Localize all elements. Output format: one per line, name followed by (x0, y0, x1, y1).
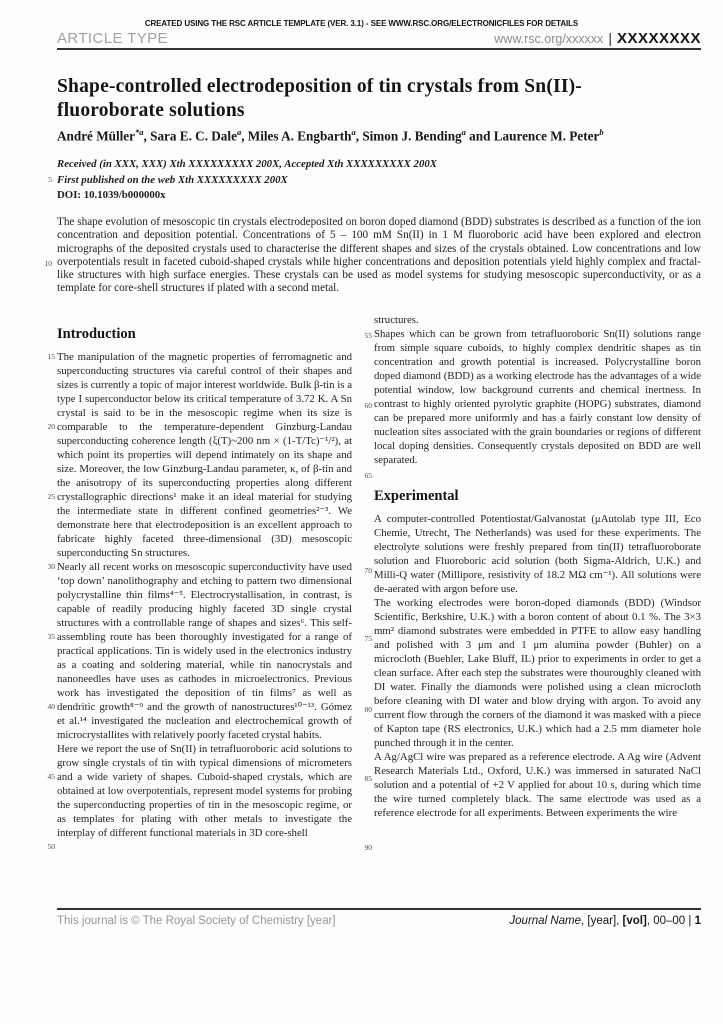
received-block (57, 157, 577, 204)
line-number: 65 (364, 471, 372, 480)
footer-citation-segment: 1 (694, 915, 701, 927)
line-number: 75 (364, 634, 372, 643)
line-number: 20 (47, 422, 55, 431)
line-number: 15 (47, 352, 55, 361)
paragraph: Shapes which can be grown from tetrafluoroboric Sn(II) solutions range from simple square cuboids, to highly complex dendritic shapes as tin concentration and growth potential is increased. Polycrystalline boron doped diamond (BDD) as a working electrode has the advantages of a wide potential window, low background currents and chemical inertness. In contrast to highly oriented pyrolytic graphite (HOPG) substrates, diamond can be prepared more uniformly and has a fairly constant low density of nucleation sites associated with the grain boundaries or regions of different local doping densities. Consequently crystals deposited on BDD are well separated. (374, 328, 701, 466)
line-number: 90 (364, 843, 372, 852)
author-affiliation-mark: a (461, 127, 466, 137)
author-line (57, 127, 701, 144)
published-line: First published on the web Xth XXXXXXXXX 200X (57, 173, 288, 186)
author-affiliation-mark: a (351, 127, 356, 137)
line-number: 60 (364, 401, 372, 410)
footer-rule (57, 908, 701, 910)
line-number: 80 (364, 705, 372, 714)
line-number: 25 (47, 492, 55, 501)
paragraph: A computer-controlled Potentiostat/Galvanostat (μAutolab type III, Eco Chemie, Utrecht, The Netherlands) was used for these experiments. The electrolyte solutions were freshly prepared from tin(II) tetrafluoroborate solution and Fluoroboric acid solution (both Sigma-Aldrich, U.K.) and Milli-Q water (Millipore, resistivity of 18.2 MΩ cm⁻¹). All solutions were de-aerated with argon before use. (374, 513, 701, 595)
footer-citation (509, 915, 701, 927)
masthead-divider: | (608, 30, 612, 46)
line-number: 45 (47, 772, 55, 781)
line-number: 5 (48, 175, 52, 184)
footer-citation-segment: | (685, 915, 695, 927)
paragraph: structures. (374, 314, 419, 326)
masthead (57, 30, 701, 48)
received-line: Received (in XXX, XXX) Xth XXXXXXXXX 200X, Accepted Xth XXXXXXXXX 200X (57, 158, 437, 170)
journal-code: XXXXXXXX (616, 30, 701, 47)
line-number: 35 (47, 632, 55, 641)
paragraph: The manipulation of the magnetic properties of ferromagnetic and superconducting structures via careful control of their shapes and sizes is currently a topic of major interest worldwide. Bulk β-tin is a type I superconductor below its critical temperature of 3.72 K. A Sn crystal is said to be in the mesoscopic regime when its size is comparable to the temperature-dependent Ginzburg-Landau superconducting coherence length (ξ(T)~200 nm × (1-T/Tc)⁻¹/²), at which point its properties will depend intimately on its shape and size. Moreover, the low Ginzburg-Landau parameter, κ, of β-tin and the anisotropy of its superconducting properties along different crystallographic directions¹ make it an ideal material for studying the intermediate state in different confined geometries²⁻³. We demonstrate here that electrodeposition is an excellent approach to fabricate highly faceted three-dimensional (3D) mesoscopic superconducting Sn structures. (57, 351, 352, 559)
line-number: 10 (44, 259, 52, 268)
line-number: 70 (364, 566, 372, 575)
paragraph: Nearly all recent works on mesoscopic superconductivity have used ‘top down’ nanolithography and etching to pattern two dimensional polycrystalline thin films⁴⁻⁵. Electrocrystallisation, in contrast, is capable of readily producing highly faceted 3D single crystal structures with a controllable range of shapes and sizes⁶. This self-assembling route has been thoroughly investigated for a range of practical applications. Tin is widely used in the electronics industry as a coating and soldering material, while tin nanocrystals and nanoneedles have uses as cathodes in microelectronics. Previous work has investigated the deposition of tin films⁷ as well as dendritic growth⁸⁻⁹ and the growth of nanostructures¹⁰⁻¹³. Gómez et al.¹⁴ investigated the nucleation and electrochemical growth of microcrystallites with relatively poorly faceted crystal habits. (57, 561, 352, 741)
paragraph: Here we report the use of Sn(II) in tetrafluoroboric acid solutions to grow single crystals of tin with typical dimensions of micrometers and a wide variety of shapes. Cuboid-shaped crystals, which are obtained at low overpotentials, represent model systems for probing the superconducting properties of tin in the mesoscopic regime, or as templates for plating with other metals to investigate the interplay of different functional materials in 3D core-shell (57, 743, 352, 839)
article-type-label: ARTICLE TYPE (57, 30, 168, 47)
author-affiliation-mark: *a (135, 127, 144, 137)
line-number: 55 (364, 331, 372, 340)
section-heading: Introduction (57, 326, 136, 342)
author-name: and Laurence M. Peter (465, 128, 600, 144)
article-body (47, 313, 701, 852)
paragraph: A Ag/AgCl wire was prepared as a reference electrode. A Ag wire (Advent Research Materials Ltd., Oxford, U.K.) was immersed in saturated NaCl solution and a potential of +2 V applied for about 10 s, during which time the wire turned completely black. The same electrode was used as a reference electrode for all experiments. Between experiments the wire (374, 751, 701, 819)
footer-citation-segment: Journal Name (509, 915, 581, 927)
line-number: 40 (47, 702, 55, 711)
author-name: André Müller (57, 128, 136, 144)
header-rule (57, 48, 701, 50)
abstract-text: The shape evolution of mesoscopic tin crystals electrodeposited on boron doped diamond (BDD) substrates is described as a function of the ion concentration and deposition potential. Concentrations of 5 – 100 mM Sn(II) in 1 M fluoroboric acid have been explored and electron micrographs of the deposited crystals used to characterise the different shapes and sizes of the crystals obtained. Low concentrations and low overpotentials result in faceted cuboid-shaped crystals while higher concentrations and deposition potentials yield highly complex and fractal-like structures with high surface energies. These crystals can be used as model systems for studying mesoscopic superconductivity, or as a template for core-shell structures if plated with a second metal. (57, 216, 701, 295)
author-name: , Miles A. Engbarth (241, 128, 352, 144)
right-column (364, 313, 701, 852)
footer-citation-segment: , 00–00 (646, 915, 686, 927)
section-heading: Experimental (374, 488, 459, 504)
line-number: 50 (47, 842, 55, 851)
journal-url: www.rsc.org/xxxxxx (494, 32, 604, 46)
author-name: , Sara E. C. Dale (143, 128, 237, 144)
template-note: CREATED USING THE RSC ARTICLE TEMPLATE (VER. 3.1) - SEE WWW.RSC.ORG/ELECTRONICFILES FOR DETAILS (144, 19, 579, 28)
doi-line: DOI: 10.1039/b000000x (57, 189, 166, 201)
author-affiliation-mark: b (599, 127, 604, 137)
line-number: 30 (47, 562, 55, 571)
line-number: 85 (364, 774, 372, 783)
masthead-right (494, 30, 701, 48)
footer-copyright: This journal is © The Royal Society of Chemistry [year] (57, 915, 336, 927)
author-name: , Simon J. Bending (355, 128, 462, 144)
paragraph: The working electrodes were boron-doped diamonds (BDD) (Windsor Scientific, Berkshire, U.K.) with a boron content of about 0.1 %. The 3×3 mm² diamond substrates were embedded in PTFE to allow easy handling and polished with 3 μm and 1 μm alumina powder (Buhler) on a microcloth (Buehler, Lake Bluff, IL) prior to experiments in order to get a clean surface. After each step the substrates were thouroughly cleaned with DI water. Finally the diamonds were polished using a clean microcloth before cleaning with DI water and blow drying with argon. To avoid any current flow through the corners of the diamond it was masked with a piece of Kapton tape (RS electronics, U.K.) which had a 2.5 mm diameter hole punched through it in the center. (374, 597, 701, 749)
left-column (47, 313, 352, 851)
footer-citation-segment: [vol] (622, 915, 647, 927)
paper-title: Shape-controlled electrodeposition of tin crystals from Sn(II)-fluoroborate solutions (57, 76, 582, 122)
author-affiliation-mark: a (236, 127, 242, 137)
footer-citation-segment: , [year], (581, 915, 623, 927)
